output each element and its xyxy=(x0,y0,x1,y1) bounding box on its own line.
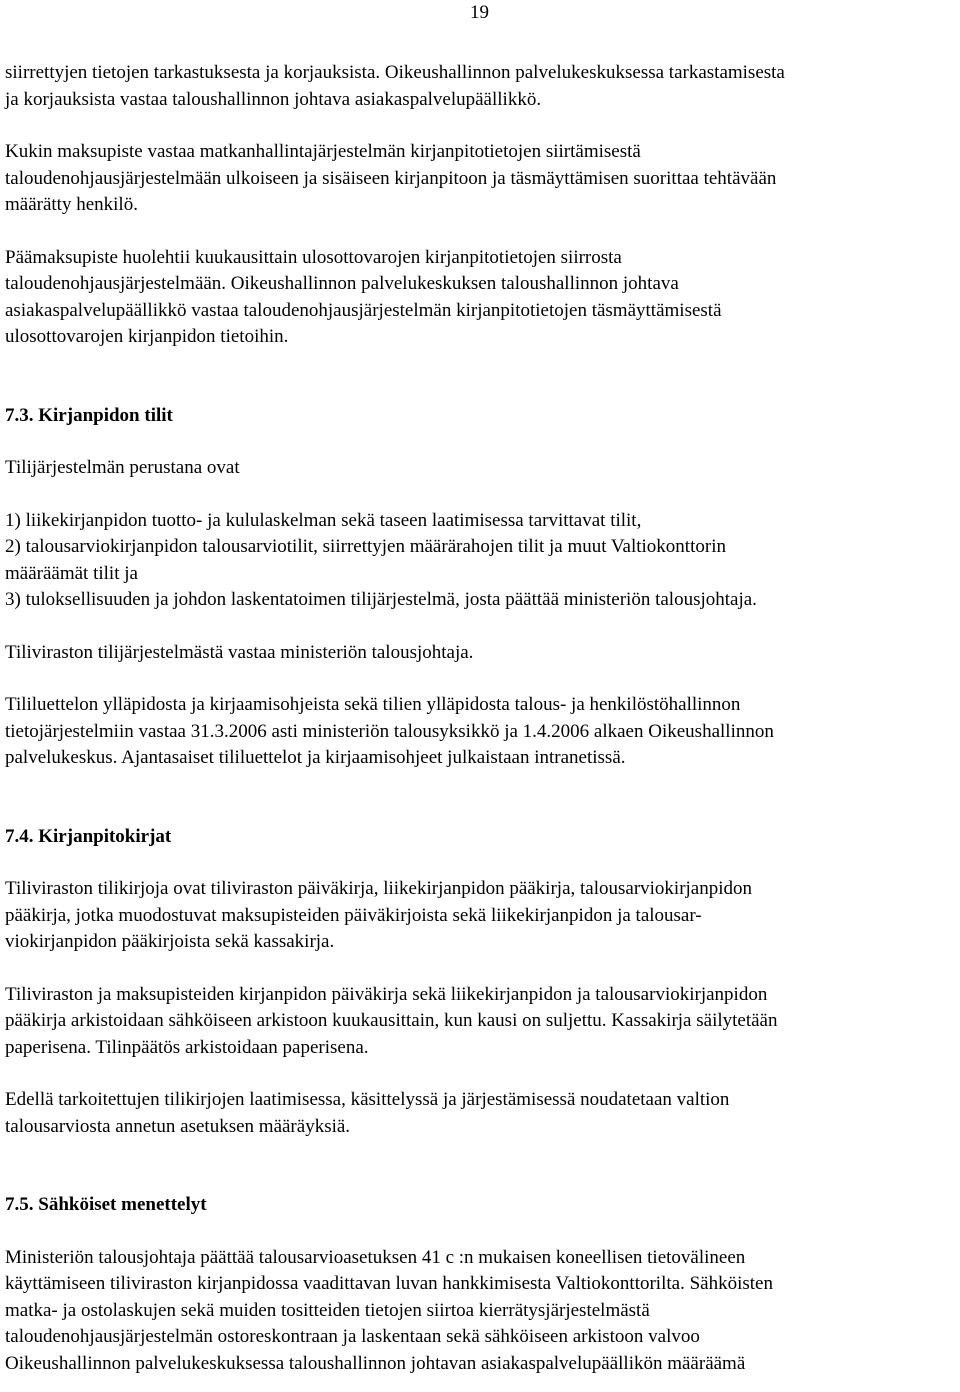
paragraph-transfer-checks xyxy=(5,60,950,113)
text-line: ja korjauksista vastaa taloushallinnon johtava asiakaspalvelupäällikkö. xyxy=(5,88,542,110)
section-heading-7-5 xyxy=(5,1192,950,1219)
paragraph-regulations xyxy=(5,1087,950,1140)
text-line: Oikeushallinnon palvelukeskuksessa taloushallinnon johtavan asiakaspalvelupäällikön määräämä xyxy=(5,1352,746,1374)
text-line: Tililuettelon ylläpidosta ja kirjaamisohjeista sekä tilien ylläpidosta talous- ja henkilöstöhallinnon xyxy=(5,694,741,715)
account-list xyxy=(5,508,950,614)
text-line: asiakaspalvelupäällikkö vastaa taloudenohjausjärjestelmän kirjanpitotietojen täsmäyttämisestä xyxy=(5,299,722,321)
text-line: Ministeriön talousjohtaja päättää talousarvioasetuksen 41 c :n mukaisen koneellisen tietovälineen xyxy=(5,1246,746,1268)
text-line: pääkirja, jotka muodostuvat maksupisteiden päiväkirjoista sekä liikekirjanpidon ja talousar- xyxy=(5,904,702,926)
text-line: viokirjanpidon pääkirjoista sekä kassakirja. xyxy=(5,931,335,952)
paragraph-electronic-procedures xyxy=(5,1245,950,1378)
text-line: tietojärjestelmiin vastaa 31.3.2006 asti ministeriön talousyksikkö ja 1.4.2006 alkaen Oikeushallinnon xyxy=(5,720,774,742)
paragraph-account-intro: Tilijärjestelmän perustana ovat xyxy=(5,457,240,478)
text-line: käyttämiseen tiliviraston kirjanpidossa vaadittavan luvan hankkimisesta Valtiokonttorilta. Sähköisten xyxy=(5,1273,773,1294)
text-line: Edellä tarkoitettujen tilikirjojen laatimisessa, käsittelyssä ja järjestämisessä noudatetaan valtion xyxy=(5,1089,730,1110)
text-line: pääkirja arkistoidaan sähköiseen arkistoon kuukausittain, kun kausi on suljettu. Kassakirja säilytetään xyxy=(5,1010,778,1031)
section-number: 7.3. xyxy=(5,404,34,426)
paragraph-main-payment-point xyxy=(5,245,950,351)
section-heading-7-3 xyxy=(5,403,950,430)
list-line: määräämät tilit ja xyxy=(5,562,138,584)
text-line: talousarviosta annetun asetuksen määräyksiä. xyxy=(5,1115,351,1137)
paragraph-ledgers xyxy=(5,876,950,956)
section-number: 7.5. xyxy=(5,1194,34,1215)
document-body xyxy=(5,60,950,1377)
section-title: Sähköiset menettelyt xyxy=(38,1194,207,1215)
text-line: paperisena. Tilinpäätös arkistoidaan paperisena. xyxy=(5,1036,369,1058)
section-number: 7.4. xyxy=(5,825,34,847)
section-title: Kirjanpitokirjat xyxy=(38,825,172,847)
section-title: Kirjanpidon tilit xyxy=(38,404,173,426)
text-line: taloudenohjausjärjestelmään. Oikeushallinnon palvelukeskuksen taloushallinnon johtava xyxy=(5,273,679,294)
list-line: 1) liikekirjanpidon tuotto- ja kululaskelman sekä taseen laatimisessa tarvittavat tilit, xyxy=(5,509,642,531)
text-line: Tiliviraston ja maksupisteiden kirjanpidon päiväkirja sekä liikekirjanpidon ja talousarviokirjanpidon xyxy=(5,983,768,1005)
text-line: taloudenohjausjärjestelmään ulkoiseen ja sisäiseen kirjanpitoon ja täsmäyttämisen suorittaa tehtävään xyxy=(5,167,777,189)
text-line: palvelukeskus. Ajantasaiset tililuettelot ja kirjaamisohjeet julkaistaan intranetissä. xyxy=(5,747,626,768)
text-line: matka- ja ostolaskujen sekä muiden tositteiden tietojen siirtoa kierrätysjärjestelmästä xyxy=(5,1299,650,1321)
text-line: Tiliviraston tilikirjoja ovat tiliviraston päiväkirja, liikekirjanpidon pääkirja, talousarviokirjanpidon xyxy=(5,878,753,899)
text-line: siirrettyjen tietojen tarkastuksesta ja korjauksista. Oikeushallinnon palvelukeskuksessa tarkastamisesta xyxy=(5,62,785,83)
paragraph-account-maintenance xyxy=(5,692,950,772)
text-line: Päämaksupiste huolehtii kuukausittain ulosottovarojen kirjanpitotietojen siirrosta xyxy=(5,246,622,268)
list-line: 2) talousarviokirjanpidon talousarviotilit, siirrettyjen määrärahojen tilit ja muut Valtiokonttorin xyxy=(5,536,726,557)
text-line: taloudenohjausjärjestelmän ostoreskontraan ja laskentaan sekä sähköiseen arkistoon valvoo xyxy=(5,1326,700,1347)
text-line: määrätty henkilö. xyxy=(5,194,138,215)
text-line: Kukin maksupiste vastaa matkanhallintajärjestelmän kirjanpitotietojen siirtämisestä xyxy=(5,141,641,162)
paragraph-archiving xyxy=(5,982,950,1062)
paragraph-account-responsibility: Tiliviraston tilijärjestelmästä vastaa ministeriön talousjohtaja. xyxy=(5,641,474,663)
page-number: 19 xyxy=(470,2,489,23)
list-line: 3) tuloksellisuuden ja johdon laskentatoimen tilijärjestelmä, josta päättää ministeriön talousjohtaja. xyxy=(5,589,757,610)
section-heading-7-4 xyxy=(5,824,950,851)
text-line: ulosottovarojen kirjanpidon tietoihin. xyxy=(5,326,289,347)
paragraph-payment-point xyxy=(5,139,950,219)
